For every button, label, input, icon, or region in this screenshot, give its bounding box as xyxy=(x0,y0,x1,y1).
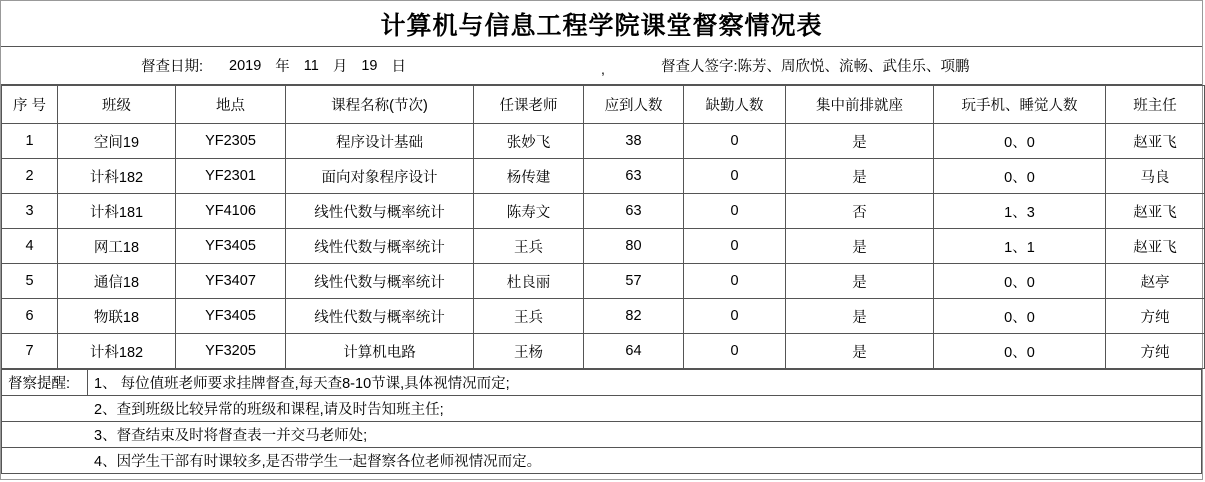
column-header-head-teacher: 班主任 xyxy=(1106,86,1205,124)
column-header-absent: 缺勤人数 xyxy=(684,86,786,124)
cell-head-teacher: 赵亚飞 xyxy=(1106,194,1205,229)
cell-course: 线性代数与概率统计 xyxy=(286,299,474,334)
cell-class: 网工18 xyxy=(58,229,176,264)
column-header-front-seating: 集中前排就座 xyxy=(786,86,934,124)
cell-teacher: 王杨 xyxy=(474,334,584,369)
column-header-expected: 应到人数 xyxy=(584,86,684,124)
cell-phone-sleep: 0、0 xyxy=(934,124,1106,159)
table-row xyxy=(2,299,1205,334)
cell-location: YF2305 xyxy=(176,124,286,159)
cell-phone-sleep: 0、0 xyxy=(934,299,1106,334)
date-label: 督查日期: xyxy=(141,59,204,75)
year-value: 2019 xyxy=(229,57,262,74)
cell-index: 5 xyxy=(2,264,58,299)
cell-class: 计科181 xyxy=(58,194,176,229)
cell-head-teacher: 方纯 xyxy=(1106,334,1205,369)
cell-index: 7 xyxy=(2,334,58,369)
note-row xyxy=(2,448,1202,474)
cell-index: 3 xyxy=(2,194,58,229)
table-row xyxy=(2,159,1205,194)
cell-index: 4 xyxy=(2,229,58,264)
cell-class: 计科182 xyxy=(58,159,176,194)
year-unit: 年 xyxy=(275,59,290,75)
day-value: 19 xyxy=(361,57,378,74)
cell-course: 线性代数与概率统计 xyxy=(286,194,474,229)
note-row xyxy=(2,396,1202,422)
table-row xyxy=(2,124,1205,159)
cell-class: 计科182 xyxy=(58,334,176,369)
cell-expected: 64 xyxy=(584,334,684,369)
cell-expected: 82 xyxy=(584,299,684,334)
notes-table xyxy=(1,369,1202,474)
cell-course: 面向对象程序设计 xyxy=(286,159,474,194)
cell-phone-sleep: 0、0 xyxy=(934,334,1106,369)
cell-location: YF2301 xyxy=(176,159,286,194)
cell-course: 计算机电路 xyxy=(286,334,474,369)
cell-front-seating: 是 xyxy=(786,159,934,194)
inspector-signature: 督查人签字:陈芳、周欣悦、流畅、武佳乐、项鹏 xyxy=(661,59,970,75)
cell-expected: 63 xyxy=(584,194,684,229)
cell-phone-sleep: 0、0 xyxy=(934,159,1106,194)
cell-phone-sleep: 1、3 xyxy=(934,194,1106,229)
cell-class: 空间19 xyxy=(58,124,176,159)
meta-row xyxy=(1,47,1202,85)
cell-absent: 0 xyxy=(684,334,786,369)
cell-teacher: 杨传建 xyxy=(474,159,584,194)
column-header-course: 课程名称(节次) xyxy=(286,86,474,124)
header-row xyxy=(2,86,1205,124)
month-value: 11 xyxy=(303,57,319,74)
cell-course: 线性代数与概率统计 xyxy=(286,264,474,299)
title-row xyxy=(1,1,1202,47)
cell-teacher: 王兵 xyxy=(474,299,584,334)
table-row xyxy=(2,264,1205,299)
cell-teacher: 王兵 xyxy=(474,229,584,264)
note-row xyxy=(2,370,1202,396)
note-item: 3、督查结束及时将督查表一并交马老师处; xyxy=(2,422,1202,448)
inspection-table xyxy=(1,85,1205,369)
meta-separator: , xyxy=(601,60,605,77)
column-header-teacher: 任课老师 xyxy=(474,86,584,124)
cell-front-seating: 是 xyxy=(786,264,934,299)
cell-absent: 0 xyxy=(684,159,786,194)
cell-front-seating: 否 xyxy=(786,194,934,229)
cell-front-seating: 是 xyxy=(786,299,934,334)
note-item: 4、因学生干部有时课较多,是否带学生一起督察各位老师视情况而定。 xyxy=(2,448,1202,474)
cell-expected: 57 xyxy=(584,264,684,299)
cell-location: YF3205 xyxy=(176,334,286,369)
notes-section xyxy=(1,369,1202,474)
cell-index: 1 xyxy=(2,124,58,159)
cell-phone-sleep: 1、1 xyxy=(934,229,1106,264)
cell-course: 程序设计基础 xyxy=(286,124,474,159)
cell-front-seating: 是 xyxy=(786,334,934,369)
cell-absent: 0 xyxy=(684,299,786,334)
cell-absent: 0 xyxy=(684,194,786,229)
inspection-date-group xyxy=(1,55,601,76)
cell-index: 6 xyxy=(2,299,58,334)
cell-teacher: 张妙飞 xyxy=(474,124,584,159)
column-header-location: 地点 xyxy=(176,86,286,124)
cell-class: 物联18 xyxy=(58,299,176,334)
cell-head-teacher: 赵亚飞 xyxy=(1106,229,1205,264)
notes-label: 督察提醒: xyxy=(2,370,88,396)
cell-front-seating: 是 xyxy=(786,229,934,264)
cell-head-teacher: 赵亭 xyxy=(1106,264,1205,299)
cell-expected: 38 xyxy=(584,124,684,159)
note-row xyxy=(2,422,1202,448)
column-header-phone-sleep: 玩手机、睡觉人数 xyxy=(934,86,1106,124)
cell-location: YF4106 xyxy=(176,194,286,229)
cell-class: 通信18 xyxy=(58,264,176,299)
cell-expected: 80 xyxy=(584,229,684,264)
page-title: 计算机与信息工程学院课堂督察情况表 xyxy=(380,11,823,40)
cell-front-seating: 是 xyxy=(786,124,934,159)
cell-location: YF3405 xyxy=(176,299,286,334)
cell-location: YF3407 xyxy=(176,264,286,299)
cell-absent: 0 xyxy=(684,229,786,264)
column-header-class: 班级 xyxy=(58,86,176,124)
note-item: 2、查到班级比较异常的班级和课程,请及时告知班主任; xyxy=(2,396,1202,422)
cell-head-teacher: 马良 xyxy=(1106,159,1205,194)
note-item: 1、 每位值班老师要求挂牌督查,每天查8-10节课,具体视情况而定; xyxy=(88,370,1202,396)
cell-phone-sleep: 0、0 xyxy=(934,264,1106,299)
cell-course: 线性代数与概率统计 xyxy=(286,229,474,264)
table-body xyxy=(2,124,1205,369)
cell-head-teacher: 赵亚飞 xyxy=(1106,124,1205,159)
table-header xyxy=(2,86,1205,124)
table-row xyxy=(2,229,1205,264)
cell-absent: 0 xyxy=(684,264,786,299)
cell-head-teacher: 方纯 xyxy=(1106,299,1205,334)
table-row xyxy=(2,334,1205,369)
cell-absent: 0 xyxy=(684,124,786,159)
day-unit: 日 xyxy=(391,59,406,75)
cell-expected: 63 xyxy=(584,159,684,194)
column-header-index: 序 号 xyxy=(2,86,58,124)
cell-teacher: 杜良丽 xyxy=(474,264,584,299)
cell-index: 2 xyxy=(2,159,58,194)
cell-teacher: 陈寿文 xyxy=(474,194,584,229)
table-row xyxy=(2,194,1205,229)
cell-location: YF3405 xyxy=(176,229,286,264)
month-unit: 月 xyxy=(332,59,348,75)
